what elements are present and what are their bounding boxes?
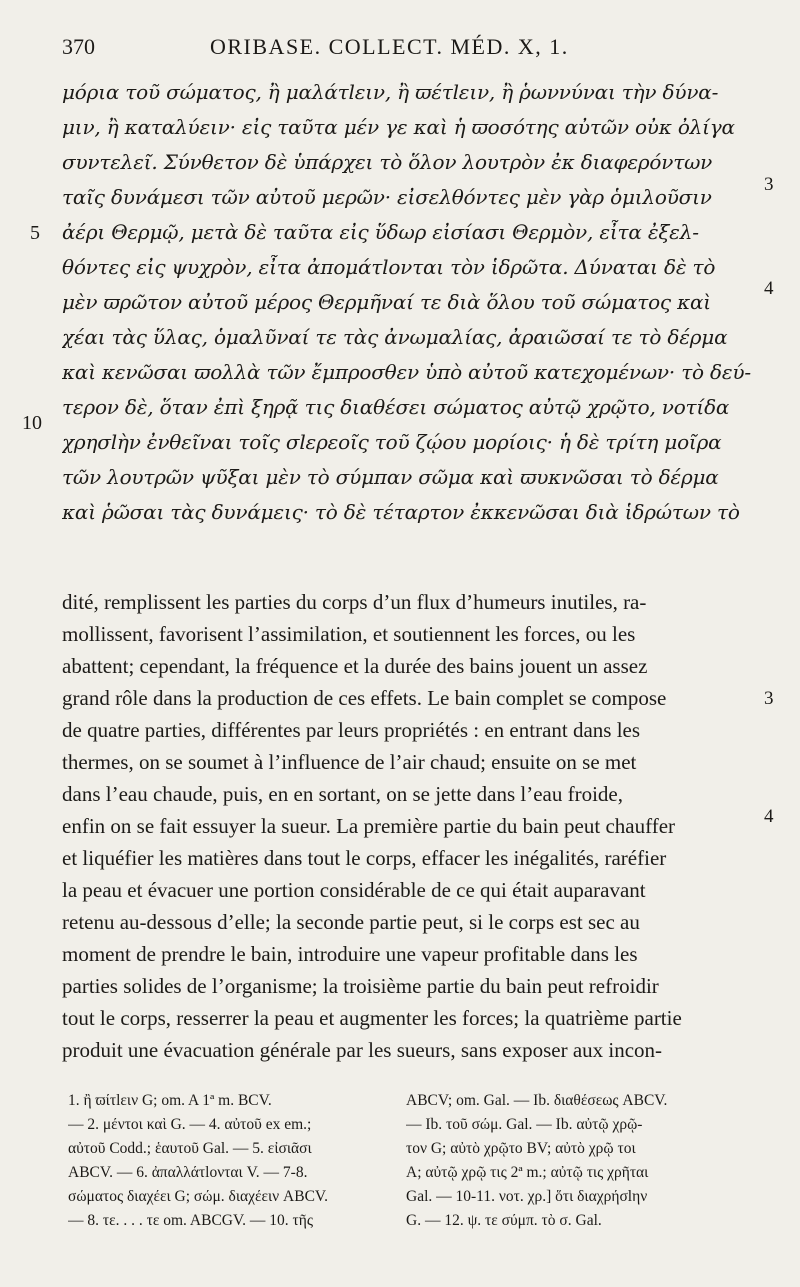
footnote-line: — 8. τε. . . . τε om. ABCGV. — 10. τῆς (68, 1212, 314, 1229)
footnote-line: ABCV. — 6. ἀπαλλάτlονται V. — 7-8. (68, 1164, 308, 1181)
greek-line: ἀέρι Θερμῷ, μετὰ δὲ ταῦτα εἰς ὕδωρ εἰσίασι Θερμὸν, εἶτα ἐξελ- (62, 220, 699, 244)
greek-line: τῶν λουτρῶν ψῦξαι μὲν τὸ σύμπαν σῶμα καὶ ϖυκνῶσαι τὸ δέρμα (62, 465, 719, 489)
footnote-line: G. — 12. ψ. τε σύμπ. τὸ σ. Gal. (406, 1212, 602, 1229)
running-header (62, 34, 742, 64)
french-line: dité, remplissent les parties du corps d’un flux d’humeurs inutiles, ra- (62, 590, 647, 614)
footnote-line: — 2. μέντοι καὶ G. — 4. αὐτοῦ ex em.; (68, 1116, 312, 1133)
greek-section-number-4: 4 (764, 278, 774, 299)
footnote-line: αὐτοῦ Codd.; ἑαυτοῦ Gal. — 5. εἰσιᾶσι (68, 1140, 312, 1157)
line-number-10: 10 (22, 412, 42, 434)
greek-line: χρησlὴν ἐνθεῖναι τοῖς σlερεοῖς τοῦ ζῴου μορίοις· ἡ δὲ τρίτη μοῖρα (62, 430, 722, 454)
footnote-line: Gal. — 10-11. νοτ. χρ.] ὅτι διαχρήσlην (406, 1188, 648, 1205)
footnote-line: τον G; αὐτὸ χρῷτο BV; αὐτὸ χρῷ τοι (406, 1140, 636, 1157)
line-number-5: 5 (30, 222, 40, 244)
greek-section-number-3: 3 (764, 174, 774, 195)
french-line: moment de prendre le bain, introduire une vapeur profitable dans les (62, 942, 638, 966)
french-line: produit une évacuation générale par les sueurs, sans exposer aux incon- (62, 1038, 663, 1062)
french-line: enfin on se fait essuyer la sueur. La première partie du bain peut chauffer (62, 814, 676, 838)
greek-line: θόντες εἰς ψυχρὸν, εἶτα ἀπομάτlονται τὸν ἱδρῶτα. Δύναται δὲ τὸ (62, 255, 716, 279)
french-line: grand rôle dans la production de ces effets. Le bain complet se compose (62, 686, 667, 710)
french-line: la peau et évacuer une portion considérable de ce qui était auparavant (62, 878, 646, 902)
greek-line: μόρια τοῦ σώματος, ἢ μαλάτlειν, ἢ ϖέτlειν, ἢ ῥωννύναι τὴν δύνα- (62, 80, 719, 104)
greek-line: μιν, ἢ καταλύειν· εἰς ταῦτα μέν γε καὶ ἡ ϖοσότης αὐτῶν οὐκ ὀλίγα (62, 115, 735, 139)
french-line: thermes, on se soumet à l’influence de l’air chaud; ensuite on se met (62, 750, 637, 774)
page-number: 370 (62, 34, 95, 59)
footnote-line: ABCV; om. Gal. — Ib. διαθέσεως ABCV. (406, 1092, 668, 1109)
greek-line: καὶ ῥῶσαι τὰς δυνάμεις· τὸ δὲ τέταρτον ἐκκενῶσαι διὰ ἱδρώτων τὸ (62, 500, 740, 524)
greek-line: ταῖς δυνάμεσι τῶν αὐτοῦ μερῶν· εἰσελθόντες μὲν γὰρ ὁμιλοῦσιν (62, 185, 712, 209)
greek-line: συντελεῖ. Σύνθετον δὲ ὑπάρχει τὸ ὅλον λουτρὸν ἐκ διαφερόντων (62, 150, 713, 174)
french-section-number-4: 4 (764, 806, 774, 827)
greek-line: τερον δὲ, ὅταν ἐπὶ ξηρᾷ τις διαθέσει σώματος αὐτῷ χρῷτο, νοτίδα (62, 395, 730, 419)
footnote-line: A; αὐτῷ χρῷ τις 2ª m.; αὐτῷ τις χρῆται (406, 1164, 649, 1181)
greek-line: μὲν ϖρῶτον αὐτοῦ μέρος Θερμῆναί τε διὰ ὅλου τοῦ σώματος καὶ (62, 290, 711, 314)
french-line: de quatre parties, différentes par leurs propriétés : en entrant dans les (62, 718, 641, 742)
french-line: mollissent, favorisent l’assimilation, et soutiennent les forces, ou les (62, 622, 636, 646)
french-line: dans l’eau chaude, puis, en en sortant, on se jette dans l’eau froide, (62, 782, 623, 806)
footnote-line: σώματος διαχέει G; σώμ. διαχέειν ABCV. (68, 1188, 328, 1205)
french-line: parties solides de l’organisme; la troisième partie du bain peut refroidir (62, 974, 659, 998)
french-line: tout le corps, resserrer la peau et augmenter les forces; la quatrième partie (62, 1006, 682, 1030)
running-title: ORIBASE. COLLECT. MÉD. X, 1. (210, 34, 569, 59)
french-line: et liquéfier les matières dans tout le corps, effacer les inégalités, raréfier (62, 846, 667, 870)
footnote-line: — Ib. τοῦ σώμ. Gal. — Ib. αὐτῷ χρῷ- (406, 1116, 643, 1133)
french-section-number-3: 3 (764, 688, 774, 709)
greek-line: χέαι τὰς ὕλας, ὁμαλῦναί τε τὰς ἀνωμαλίας, ἀραιῶσαί τε τὸ δέρμα (62, 325, 728, 349)
french-line: abattent; cependant, la fréquence et la durée des bains jouent un assez (62, 654, 648, 678)
footnote-line: 1. ἢ ϖίτlειν G; om. A 1ª m. BCV. (68, 1092, 272, 1109)
greek-line: καὶ κενῶσαι ϖολλὰ τῶν ἔμπροσθεν ὑπὸ αὐτοῦ κατεχομένων· τὸ δεύ- (62, 360, 751, 384)
french-line: retenu au-dessous d’elle; la seconde partie peut, si le corps est sec au (62, 910, 640, 934)
